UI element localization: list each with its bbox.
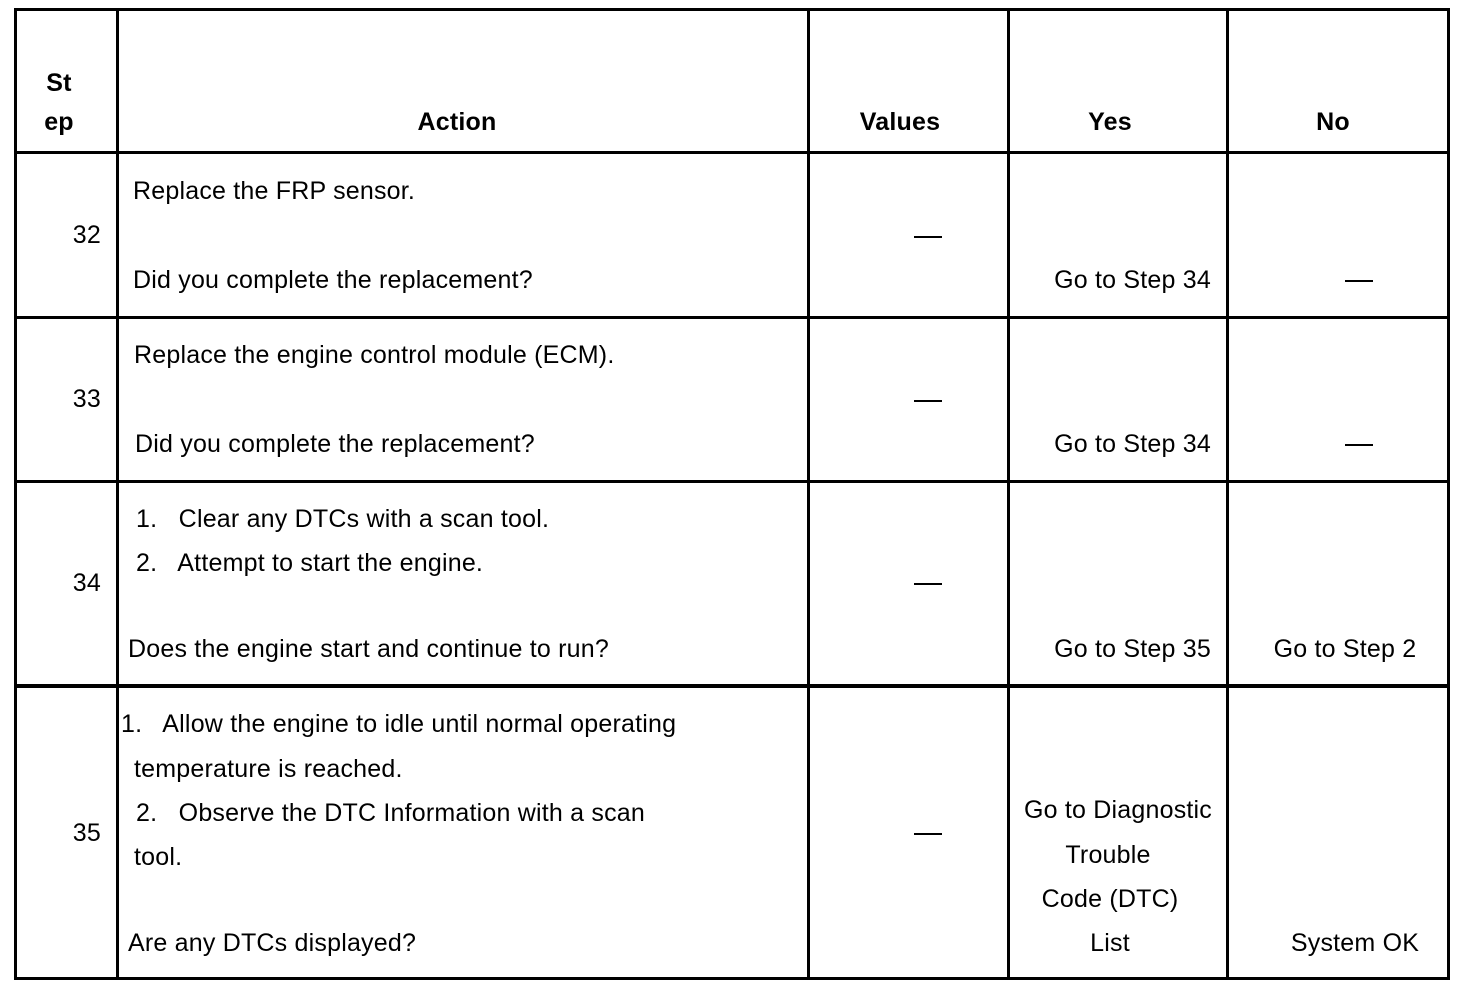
header-step-line2: ep: [44, 108, 74, 136]
action-question: Are any DTCs displayed?: [128, 929, 417, 957]
step-number: 35: [72, 819, 101, 847]
column-divider: [116, 8, 119, 980]
step-number: 33: [72, 385, 101, 413]
action-question: Does the engine start and continue to run?: [128, 635, 609, 663]
values-dash: [914, 236, 942, 238]
table-border-bottom: [14, 977, 1450, 980]
no-result: System OK: [1290, 929, 1420, 957]
action-text: Replace the engine control module (ECM).: [134, 341, 615, 369]
action-question: Did you complete the replacement?: [133, 266, 533, 294]
column-divider: [1226, 8, 1229, 980]
action-step: 1. Clear any DTCs with a scan tool.: [136, 505, 550, 533]
action-step: 2. Observe the DTC Information with a scan: [136, 799, 646, 827]
header-action: Action: [417, 108, 497, 136]
table-border-right: [1447, 8, 1450, 980]
values-dash: [914, 833, 942, 835]
row-divider: [14, 684, 1450, 688]
header-divider: [14, 151, 1450, 154]
values-dash: [914, 400, 942, 402]
values-dash: [914, 583, 942, 585]
no-dash: [1345, 444, 1373, 446]
yes-result-line: List: [1090, 929, 1130, 957]
yes-result: Go to Step 34: [1054, 266, 1211, 294]
action-step: 2. Attempt to start the engine.: [136, 549, 484, 577]
action-step-continued: tool.: [134, 843, 183, 871]
action-step-continued: temperature is reached.: [134, 755, 403, 783]
step-number: 34: [72, 569, 101, 597]
action-step: 1. Allow the engine to idle until normal operating: [121, 710, 677, 738]
yes-result-line: Code (DTC): [1041, 885, 1179, 913]
yes-result-line: Go to Diagnostic: [1023, 796, 1212, 824]
yes-result: Go to Step 34: [1054, 430, 1211, 458]
row-divider: [14, 316, 1450, 319]
table-border-top: [14, 8, 1450, 11]
step-number: 32: [72, 221, 101, 249]
yes-result-line: Trouble: [1065, 841, 1151, 869]
yes-result: Go to Step 35: [1054, 635, 1211, 663]
column-divider: [1007, 8, 1010, 980]
no-result: Go to Step 2: [1273, 635, 1417, 663]
action-text: Replace the FRP sensor.: [133, 177, 416, 205]
row-divider: [14, 480, 1450, 483]
header-step-line1: St: [46, 69, 72, 97]
header-no: No: [1316, 108, 1350, 136]
header-yes: Yes: [1088, 108, 1132, 136]
no-dash: [1345, 280, 1373, 282]
action-question: Did you complete the replacement?: [135, 430, 535, 458]
column-divider: [807, 8, 810, 980]
header-values: Values: [859, 108, 941, 136]
